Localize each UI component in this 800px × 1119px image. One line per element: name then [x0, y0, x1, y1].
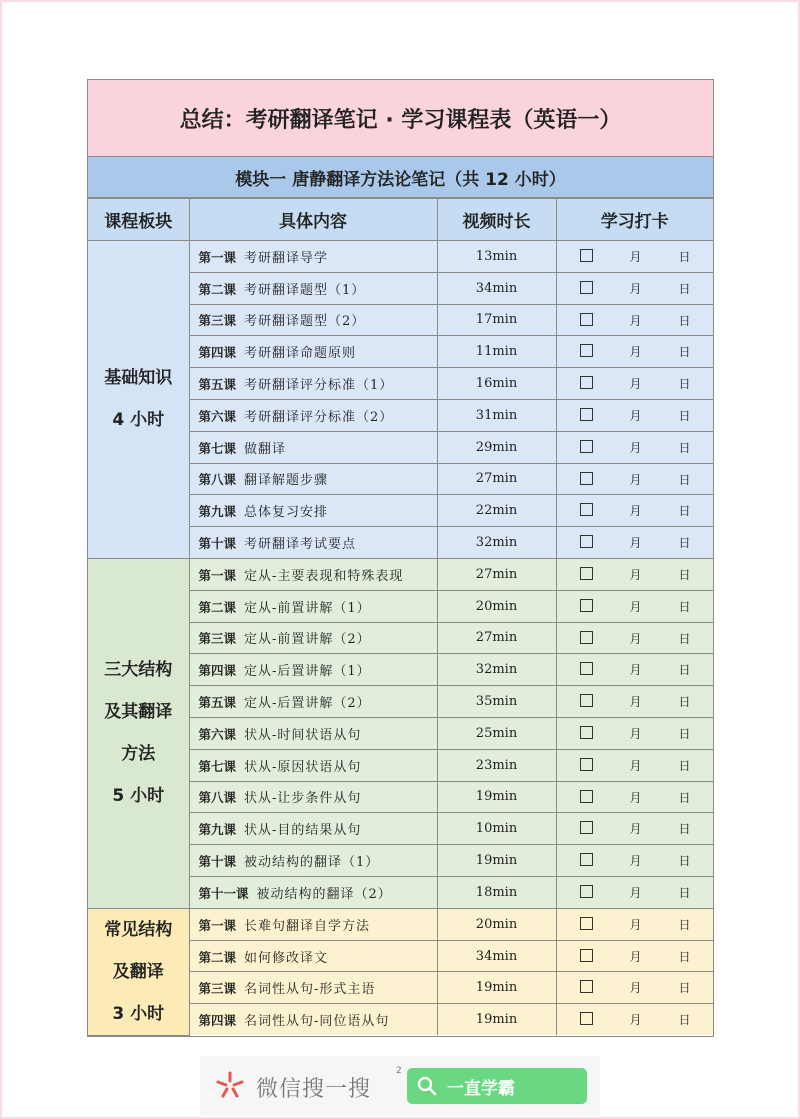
- lesson-topic: 定从-后置讲解（2）: [244, 696, 371, 712]
- checkin-month-label: 月: [629, 695, 642, 710]
- checkin-month-label: 月: [629, 790, 642, 805]
- lesson-number: 第五课: [198, 377, 237, 393]
- lesson-content: [189, 272, 437, 304]
- lesson-number: 第四课: [198, 345, 237, 361]
- lesson-topic: 名词性从句-形式主语: [244, 982, 376, 998]
- search-button[interactable]: [407, 1068, 587, 1104]
- header-content: 具体内容: [189, 199, 437, 241]
- lesson-content: [189, 940, 437, 972]
- section-label-line: 5 小时: [112, 786, 165, 807]
- lesson-number: 第八课: [198, 790, 237, 806]
- checkin-day-label: 日: [678, 536, 691, 551]
- checkin-day-label: 日: [678, 1013, 691, 1028]
- checkin-day-label: 日: [678, 345, 691, 360]
- lesson-content: [189, 431, 437, 463]
- video-duration: 22min: [437, 495, 556, 527]
- checkin-checkbox[interactable]: [580, 599, 593, 612]
- video-duration: 29min: [437, 431, 556, 463]
- checkin-month-label: 月: [629, 599, 642, 614]
- section-label-line: 及其翻译: [104, 702, 173, 723]
- lesson-topic: 名词性从句-同位语从句: [244, 1014, 390, 1030]
- checkin-month-label: 月: [629, 949, 642, 964]
- checkin-day-label: 日: [678, 790, 691, 805]
- checkin-cell: [556, 654, 713, 686]
- checkin-cell: [556, 622, 713, 654]
- video-duration: 25min: [437, 717, 556, 749]
- checkin-cell: [556, 368, 713, 400]
- checkin-cell: [556, 463, 713, 495]
- header-duration: 视频时长: [437, 199, 556, 241]
- section-label-line: 及翻译: [112, 961, 164, 982]
- lesson-topic: 考研翻译题型（1）: [244, 282, 366, 298]
- lesson-topic: 长难句翻译自学方法: [244, 918, 371, 934]
- checkin-day-label: 日: [678, 377, 691, 392]
- section-label-line: 3 小时: [112, 1003, 165, 1024]
- page-number: 2: [396, 1066, 402, 1076]
- section-label-line: 基础知识: [104, 368, 173, 389]
- checkin-day-label: 日: [678, 981, 691, 996]
- video-duration: 20min: [437, 908, 556, 940]
- lesson-content: [189, 972, 437, 1004]
- lesson-topic: 状从-时间状语从句: [244, 727, 362, 743]
- checkin-day-label: 日: [678, 504, 691, 519]
- checkin-month-label: 月: [629, 822, 642, 837]
- checkin-checkbox[interactable]: [580, 949, 593, 962]
- video-duration: 10min: [437, 813, 556, 845]
- checkin-day-label: 日: [678, 758, 691, 773]
- lesson-topic: 被动结构的翻译（1）: [244, 855, 380, 871]
- checkin-day-label: 日: [678, 472, 691, 487]
- video-duration: 19min: [437, 972, 556, 1004]
- checkin-month-label: 月: [629, 504, 642, 519]
- lesson-number: 第三课: [198, 981, 237, 997]
- lesson-content: [189, 622, 437, 654]
- table-row: [88, 908, 713, 940]
- checkin-month-label: 月: [629, 567, 642, 582]
- lesson-topic: 定从-后置讲解（1）: [244, 664, 371, 680]
- lesson-topic: 考研翻译评分标准（2）: [244, 409, 394, 425]
- checkin-day-label: 日: [678, 917, 691, 932]
- checkin-checkbox[interactable]: [580, 980, 593, 993]
- checkin-month-label: 月: [629, 377, 642, 392]
- lesson-number: 第六课: [198, 726, 237, 742]
- lesson-number: 第三课: [198, 313, 237, 329]
- lesson-topic: 考研翻译考试要点: [244, 537, 357, 553]
- lesson-topic: 被动结构的翻译（2）: [256, 886, 392, 902]
- lesson-content: [189, 368, 437, 400]
- checkin-checkbox[interactable]: [580, 344, 593, 357]
- checkin-day-label: 日: [678, 313, 691, 328]
- weixin-search-logo-icon: [214, 1069, 246, 1101]
- checkin-month-label: 月: [629, 536, 642, 551]
- checkin-cell: [556, 336, 713, 368]
- checkin-month-label: 月: [629, 440, 642, 455]
- lesson-topic: 考研翻译题型（2）: [244, 314, 366, 330]
- lesson-number: 第二课: [198, 599, 237, 615]
- table-row: [88, 241, 713, 273]
- lesson-topic: 总体复习安排: [244, 505, 329, 521]
- lesson-content: [189, 399, 437, 431]
- lesson-topic: 定从-前置讲解（1）: [244, 600, 371, 616]
- lesson-content: [189, 527, 437, 559]
- checkin-cell: [556, 686, 713, 718]
- checkin-checkbox[interactable]: [580, 726, 593, 739]
- header-checkin: 学习打卡: [556, 199, 713, 241]
- checkin-checkbox[interactable]: [580, 535, 593, 548]
- lesson-topic: 考研翻译导学: [244, 250, 329, 266]
- lesson-number: 第一课: [198, 917, 237, 933]
- lesson-topic: 状从-目的结果从句: [244, 823, 362, 839]
- lesson-content: [189, 336, 437, 368]
- table-body: [88, 241, 713, 1036]
- header-section: 课程板块: [88, 199, 189, 241]
- checkin-cell: [556, 495, 713, 527]
- video-duration: 34min: [437, 940, 556, 972]
- section-label-line: 三大结构: [104, 660, 173, 681]
- checkin-checkbox[interactable]: [580, 885, 593, 898]
- lesson-number: 第一课: [198, 567, 237, 583]
- lesson-content: [189, 749, 437, 781]
- lesson-content: [189, 876, 437, 908]
- video-duration: 27min: [437, 622, 556, 654]
- lesson-number: 第四课: [198, 1013, 237, 1029]
- checkin-checkbox[interactable]: [580, 631, 593, 644]
- video-duration: 20min: [437, 590, 556, 622]
- lesson-content: [189, 304, 437, 336]
- checkin-month-label: 月: [629, 345, 642, 360]
- video-duration: 18min: [437, 876, 556, 908]
- lesson-number: 第四课: [198, 663, 237, 679]
- lesson-number: 第七课: [198, 440, 237, 456]
- lesson-number: 第二课: [198, 949, 237, 965]
- section-label: [88, 241, 189, 559]
- checkin-checkbox[interactable]: [580, 503, 593, 516]
- video-duration: 17min: [437, 304, 556, 336]
- checkin-month-label: 月: [629, 1013, 642, 1028]
- lesson-number: 第九课: [198, 504, 237, 520]
- section-label-line: 方法: [121, 744, 156, 765]
- checkin-checkbox[interactable]: [580, 408, 593, 421]
- checkin-checkbox[interactable]: [580, 917, 593, 930]
- checkin-month-label: 月: [629, 663, 642, 678]
- checkin-cell: [556, 590, 713, 622]
- checkin-day-label: 日: [678, 440, 691, 455]
- checkin-checkbox[interactable]: [580, 1012, 593, 1025]
- video-duration: 35min: [437, 686, 556, 718]
- lesson-content: [189, 495, 437, 527]
- checkin-checkbox[interactable]: [580, 249, 593, 262]
- video-duration: 11min: [437, 336, 556, 368]
- section-label: [88, 558, 189, 908]
- checkin-cell: [556, 1004, 713, 1035]
- checkin-cell: [556, 272, 713, 304]
- video-duration: 27min: [437, 558, 556, 590]
- video-duration: 31min: [437, 399, 556, 431]
- checkin-checkbox[interactable]: [580, 281, 593, 294]
- checkin-month-label: 月: [629, 472, 642, 487]
- checkin-cell: [556, 940, 713, 972]
- checkin-checkbox[interactable]: [580, 821, 593, 834]
- section-label-line: 常见结构: [104, 919, 173, 940]
- lesson-topic: 状从-让步条件从句: [244, 791, 362, 807]
- checkin-month-label: 月: [629, 281, 642, 296]
- checkin-cell: [556, 241, 713, 273]
- checkin-month-label: 月: [629, 408, 642, 423]
- lesson-topic: 考研翻译评分标准（1）: [244, 378, 394, 394]
- checkin-day-label: 日: [678, 695, 691, 710]
- checkin-day-label: 日: [678, 726, 691, 741]
- lesson-content: [189, 717, 437, 749]
- section-label-line: 4 小时: [112, 410, 165, 431]
- video-duration: 19min: [437, 845, 556, 877]
- video-duration: 19min: [437, 1004, 556, 1035]
- lesson-topic: 做翻译: [244, 441, 287, 457]
- checkin-day-label: 日: [678, 854, 691, 869]
- lesson-content: [189, 845, 437, 877]
- checkin-month-label: 月: [629, 313, 642, 328]
- search-query: 一直学霸: [447, 1078, 515, 1099]
- schedule-table: [88, 198, 713, 1036]
- checkin-cell: [556, 781, 713, 813]
- lesson-number: 第十课: [198, 536, 237, 552]
- search-icon: [417, 1076, 437, 1096]
- page-title: 总结：考研翻译笔记 · 学习课程表（英语一）: [88, 80, 713, 157]
- checkin-checkbox[interactable]: [580, 440, 593, 453]
- checkin-checkbox[interactable]: [580, 376, 593, 389]
- checkin-day-label: 日: [678, 663, 691, 678]
- checkin-cell: [556, 558, 713, 590]
- module-title: 模块一 唐静翻译方法论笔记（共 12 小时）: [88, 157, 713, 198]
- checkin-cell: [556, 717, 713, 749]
- checkin-checkbox[interactable]: [580, 662, 593, 675]
- lesson-topic: 定从-主要表现和特殊表现: [244, 568, 404, 584]
- lesson-topic: 翻译解题步骤: [244, 473, 329, 489]
- checkin-cell: [556, 749, 713, 781]
- checkin-month-label: 月: [629, 885, 642, 900]
- lesson-number: 第六课: [198, 408, 237, 424]
- video-duration: 23min: [437, 749, 556, 781]
- video-duration: 34min: [437, 272, 556, 304]
- checkin-cell: [556, 813, 713, 845]
- lesson-number: 第十一课: [198, 885, 249, 901]
- checkin-cell: [556, 527, 713, 559]
- video-duration: 13min: [437, 241, 556, 273]
- section-label: [88, 908, 189, 1035]
- lesson-number: 第一课: [198, 249, 237, 265]
- checkin-checkbox[interactable]: [580, 567, 593, 580]
- checkin-day-label: 日: [678, 599, 691, 614]
- checkin-day-label: 日: [678, 949, 691, 964]
- checkin-day-label: 日: [678, 885, 691, 900]
- lesson-content: [189, 463, 437, 495]
- checkin-month-label: 月: [629, 631, 642, 646]
- lesson-content: [189, 1004, 437, 1035]
- lesson-content: [189, 686, 437, 718]
- lesson-number: 第三课: [198, 631, 237, 647]
- checkin-cell: [556, 908, 713, 940]
- checkin-day-label: 日: [678, 250, 691, 264]
- video-duration: 32min: [437, 654, 556, 686]
- lesson-content: [189, 241, 437, 273]
- lesson-content: [189, 558, 437, 590]
- checkin-month-label: 月: [629, 917, 642, 932]
- schedule-sheet: [87, 79, 714, 1037]
- wechat-search-brand: 微信搜一搜: [256, 1077, 372, 1102]
- checkin-day-label: 日: [678, 408, 691, 423]
- checkin-day-label: 日: [678, 631, 691, 646]
- video-duration: 16min: [437, 368, 556, 400]
- checkin-checkbox[interactable]: [580, 472, 593, 485]
- checkin-cell: [556, 876, 713, 908]
- checkin-cell: [556, 399, 713, 431]
- checkin-day-label: 日: [678, 281, 691, 296]
- lesson-number: 第二课: [198, 281, 237, 297]
- lesson-content: [189, 781, 437, 813]
- lesson-content: [189, 654, 437, 686]
- checkin-day-label: 日: [678, 567, 691, 582]
- checkin-cell: [556, 972, 713, 1004]
- video-duration: 27min: [437, 463, 556, 495]
- checkin-cell: [556, 431, 713, 463]
- lesson-content: [189, 908, 437, 940]
- lesson-number: 第十课: [198, 854, 237, 870]
- checkin-checkbox[interactable]: [580, 758, 593, 771]
- checkin-checkbox[interactable]: [580, 313, 593, 326]
- lesson-topic: 定从-前置讲解（2）: [244, 632, 371, 648]
- wechat-search-banner[interactable]: [200, 1056, 600, 1116]
- table-row: [88, 558, 713, 590]
- lesson-content: [189, 813, 437, 845]
- checkin-day-label: 日: [678, 822, 691, 837]
- checkin-month-label: 月: [629, 981, 642, 996]
- lesson-content: [189, 590, 437, 622]
- video-duration: 19min: [437, 781, 556, 813]
- lesson-number: 第七课: [198, 758, 237, 774]
- checkin-month-label: 月: [629, 250, 642, 264]
- lesson-topic: 如何修改译文: [244, 950, 329, 966]
- lesson-topic: 考研翻译命题原则: [244, 346, 357, 362]
- checkin-cell: [556, 304, 713, 336]
- video-duration: 32min: [437, 527, 556, 559]
- lesson-number: 第八课: [198, 472, 237, 488]
- checkin-cell: [556, 845, 713, 877]
- checkin-checkbox[interactable]: [580, 853, 593, 866]
- lesson-topic: 状从-原因状语从句: [244, 759, 362, 775]
- checkin-checkbox[interactable]: [580, 694, 593, 707]
- checkin-month-label: 月: [629, 726, 642, 741]
- lesson-number: 第五课: [198, 695, 237, 711]
- table-header-row: [88, 199, 713, 241]
- checkin-checkbox[interactable]: [580, 790, 593, 803]
- checkin-month-label: 月: [629, 758, 642, 773]
- checkin-month-label: 月: [629, 854, 642, 869]
- lesson-number: 第九课: [198, 822, 237, 838]
